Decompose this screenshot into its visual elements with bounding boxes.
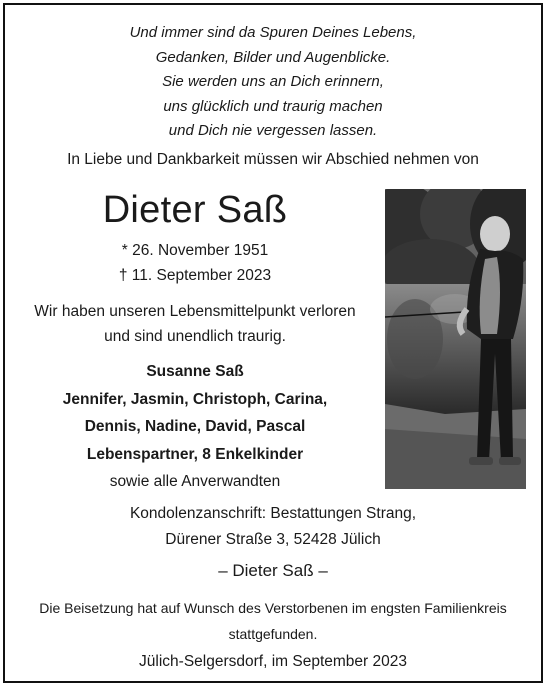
mourner-line: Susanne Saß [146,363,244,380]
burial-note [5,595,541,647]
loss-statement [5,299,385,349]
condolence-line: Kondolenzanschrift: Bestattungen Strang, [129,505,417,522]
farewell-intro: In Liebe und Dankbarkeit müssen wir Abschied nehmen von [67,151,479,168]
relatives-line: sowie alle Anverwandten [109,473,281,490]
mourners-list [5,358,385,496]
poem-line: uns glücklich und traurig machen [163,97,383,115]
poem-line: und Dich nie vergessen lassen. [168,122,378,139]
loss-line: Wir haben unseren Lebensmittelpunkt verloren [34,303,356,320]
mourner-line: Jennifer, Jasmin, Christoph, Carina, [62,390,328,408]
portrait-photo [385,189,526,489]
deceased-name: Dieter Saß [102,189,288,231]
condolence-line: Dürener Straße 3, 52428 Jülich [165,531,381,548]
memorial-poem [5,21,541,144]
death-date: † 11. September 2023 [118,267,272,284]
life-dates [5,238,385,288]
place-and-date: Jülich-Selgersdorf, im September 2023 [139,653,407,670]
mourner-line: Dennis, Nadine, David, Pascal [84,418,306,435]
mourner-line: Lebenspartner, 8 Enkelkinder [86,445,304,463]
poem-line: Gedanken, Bilder und Augenblicke. [155,48,391,66]
obituary-notice [3,3,543,683]
condolence-address [5,501,541,553]
loss-line: und sind unendlich traurig. [104,328,286,345]
poem-line: Und immer sind da Spuren Deines Lebens, [129,24,417,41]
burial-line: stattgefunden. [228,626,318,642]
signature-name: – Dieter Saß – [218,561,328,580]
birth-date: * 26. November 1951 [121,242,269,259]
portrait-photo-image [385,189,526,489]
burial-line: Die Beisetzung hat auf Wunsch des Verstorbenen im engsten Familienkreis [39,600,507,616]
poem-line: Sie werden uns an Dich erinnern, [162,73,384,90]
